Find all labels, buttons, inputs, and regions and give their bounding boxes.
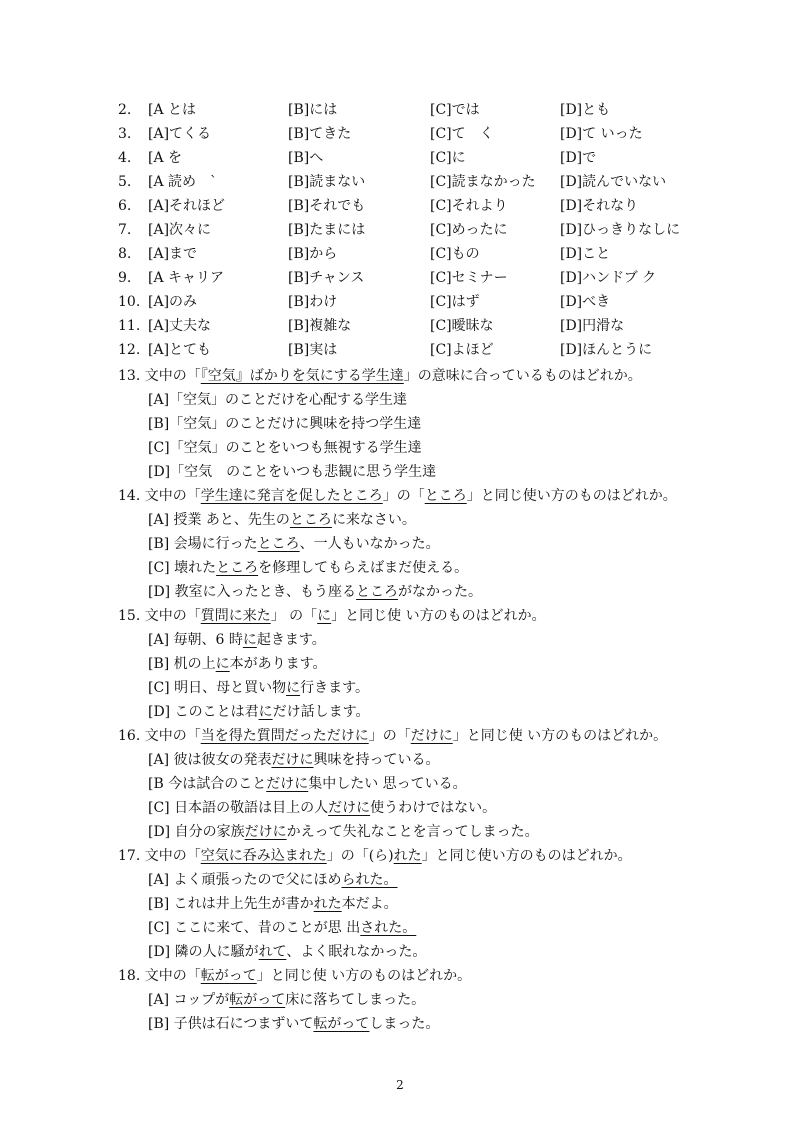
- q17-option-a: [148, 868, 397, 892]
- q17-suffix: 」と同じ使い方のものはどれか。: [421, 848, 632, 864]
- q17-option-d: [148, 940, 426, 964]
- option-text: 、よく眠れなかった。: [286, 944, 427, 960]
- choice-a: [A]次々に: [148, 222, 212, 238]
- q16-prefix: 16. 文中の「: [118, 728, 201, 744]
- option-underlined: 転がって: [313, 1016, 370, 1032]
- question-number: 2.: [118, 102, 132, 118]
- option-text: [C] 壊れた: [148, 560, 217, 576]
- q18-quote: 転がって: [200, 968, 257, 984]
- question-number: 5.: [118, 174, 132, 190]
- question-number: 7.: [118, 222, 132, 238]
- choice-b: [B]てきた: [288, 126, 352, 142]
- choice-d: [D]で: [560, 150, 597, 166]
- option-text: [B] 机の上: [148, 656, 216, 672]
- option-text: [D] 自分の家族: [148, 824, 245, 840]
- page-number: 2: [396, 1078, 404, 1092]
- option-text: 集中したい 思っている。: [308, 776, 467, 792]
- choice-a: [A とは: [148, 102, 197, 118]
- choice-b: [B]読まない: [288, 174, 366, 190]
- q14-quote: 学生達に発言を促したところ: [200, 488, 383, 504]
- choice-c: [C]読まなかった: [430, 174, 536, 190]
- option-underlined: だけに: [328, 800, 371, 816]
- q15-option-c: [148, 676, 369, 700]
- choice-b: [B]複雑な: [288, 318, 352, 334]
- q15-option-d: [148, 700, 370, 724]
- q15-option-b: [148, 652, 327, 676]
- q16-target: だけに: [410, 728, 453, 744]
- question-number: 12.: [118, 342, 141, 358]
- choice-c: [C]セミナー: [430, 270, 508, 286]
- choice-b: [B]実は: [288, 342, 338, 358]
- option-text: かえって失礼なことを言ってしまった。: [286, 824, 539, 840]
- q14-option-a: [148, 508, 416, 532]
- option-text: [D] 隣の人に騒が: [148, 944, 259, 960]
- choice-b: [B]チャンス: [288, 270, 365, 286]
- choice-b: [B]へ: [288, 150, 324, 166]
- choice-c: [C]に: [430, 150, 466, 166]
- option-text: [B 今は試合のこと: [148, 776, 267, 792]
- option-underlined: だけに: [266, 776, 309, 792]
- choice-c: [C]て く: [430, 126, 494, 142]
- q17-target: れた: [393, 848, 422, 864]
- choice-b: [B]それでも: [288, 198, 366, 214]
- question-number: 8.: [118, 246, 132, 262]
- choice-d: [D]て いった: [560, 126, 643, 142]
- option-underlined: に: [242, 632, 257, 648]
- q13-suffix: 」の意味に合っているものはどれか。: [403, 368, 642, 384]
- choice-d: [D]読んでいない: [560, 174, 667, 190]
- option-text: [D] このことは君: [148, 704, 259, 720]
- choice-a: [A]のみ: [148, 294, 198, 310]
- q14-option-c: [148, 556, 468, 580]
- option-underlined: だけに: [244, 824, 287, 840]
- question-number: 11.: [118, 318, 141, 334]
- q13-quote: 『空気』ばかりを気にする学生達: [200, 368, 404, 384]
- choice-c: [C]もの: [430, 246, 480, 262]
- option-underlined: れた: [313, 896, 342, 912]
- q17-mid: 」の「(ら): [326, 848, 394, 864]
- choice-d: [D]ひっきりなしに: [560, 222, 681, 238]
- choice-b: [B]には: [288, 102, 338, 118]
- choice-a: [A を: [148, 150, 183, 166]
- question-14: [118, 484, 677, 508]
- q14-suffix: 」と同じ使い方のものはどれか。: [466, 488, 677, 504]
- q16-option-d: [148, 820, 539, 844]
- choice-d: [D]ハンドブ ク: [560, 270, 657, 286]
- option-text: を修理してもらえばまだ使える。: [258, 560, 469, 576]
- choice-b: [B]わけ: [288, 294, 338, 310]
- choice-d: [D]とも: [560, 102, 611, 118]
- option-text: [A] よく頑張ったので父にほめ: [148, 872, 342, 888]
- q15-option-a: [148, 628, 326, 652]
- q18-option-a: [148, 988, 425, 1012]
- option-text: に来なさい。: [331, 512, 416, 528]
- option-text: 行きます。: [300, 680, 369, 696]
- option-text: [C] 明日、母と買い物: [148, 680, 287, 696]
- choice-a: [A キャリア: [148, 270, 225, 286]
- option-text: [A] コップが: [148, 992, 230, 1008]
- q15-prefix: 15. 文中の「: [118, 608, 201, 624]
- choice-a: [A]まで: [148, 246, 198, 262]
- q13-option-a: [A]「空気」のことだけを心配する学生達: [148, 392, 408, 408]
- option-underlined: られた。: [341, 872, 398, 888]
- option-text: [A] 毎朝、6 時: [148, 632, 243, 648]
- option-text: [D] 教室に入ったとき、もう座る: [148, 584, 357, 600]
- q13-option-c: [C]「空気」のことをいつも無視する学生達: [148, 440, 422, 456]
- q17-option-b: [148, 892, 398, 916]
- q16-option-c: [148, 796, 496, 820]
- q18-prefix: 18. 文中の「: [118, 968, 201, 984]
- choice-b: [B]から: [288, 246, 338, 262]
- choice-c: [C]めったに: [430, 222, 508, 238]
- choice-a: [A]とても: [148, 342, 212, 358]
- option-text: 使うわけではない。: [370, 800, 497, 816]
- q14-option-b: [148, 532, 440, 556]
- option-text: 床に落ちてしまった。: [285, 992, 426, 1008]
- q17-quote: 空気に呑み込まれた: [200, 848, 327, 864]
- q14-mid: 」の「: [382, 488, 425, 504]
- option-text: [A] 授業 あと、先生の: [148, 512, 290, 528]
- option-underlined: ところ: [356, 584, 399, 600]
- choice-c: [C]はず: [430, 294, 480, 310]
- question-number: 9.: [118, 270, 132, 286]
- option-text: 本があります。: [229, 656, 327, 672]
- option-text: だけ話します。: [272, 704, 370, 720]
- choice-c: [C]曖昧な: [430, 318, 494, 334]
- choice-c: [C]よほど: [430, 342, 494, 358]
- choice-d: [D]べき: [560, 294, 611, 310]
- question-17: [118, 844, 632, 868]
- choice-d: [D]ほんとうに: [560, 342, 653, 358]
- q13-option-b: [B]「空気」のことだけに興味を持つ学生達: [148, 416, 422, 432]
- question-number: 4.: [118, 150, 132, 166]
- option-text: [C] ここに来て、昔のことが思 出: [148, 920, 361, 936]
- option-text: [B] 会場に行った: [148, 536, 258, 552]
- q15-target: に: [317, 608, 332, 624]
- q15-mid: 」 の「: [270, 608, 318, 624]
- q16-suffix: 」と同じ使 い方のものはどれか。: [452, 728, 668, 744]
- q16-option-a: [148, 748, 439, 772]
- q16-option-b: [148, 772, 467, 796]
- q14-prefix: 14. 文中の「: [118, 488, 201, 504]
- option-text: がなかった。: [398, 584, 483, 600]
- question-number: 3.: [118, 126, 132, 142]
- option-text: [C] 日本語の敬語は目上の人: [148, 800, 329, 816]
- question-15: [118, 604, 546, 628]
- option-underlined: だけに: [271, 752, 314, 768]
- q15-quote: 質問に来た: [200, 608, 271, 624]
- option-underlined: に: [286, 680, 301, 696]
- option-underlined: に: [215, 656, 230, 672]
- option-underlined: された。: [360, 920, 417, 936]
- question-18: [118, 964, 471, 988]
- choice-c: [C]それより: [430, 198, 508, 214]
- choice-a: [A]それほど: [148, 198, 226, 214]
- choice-a: [A]てくる: [148, 126, 212, 142]
- question-number: 6.: [118, 198, 132, 214]
- question-13: [118, 364, 642, 388]
- question-16: [118, 724, 667, 748]
- option-text: [B] 子供は石につまずいて: [148, 1016, 314, 1032]
- q13-option-d: [D]「空気 のことをいつも悲観に思う学生達: [148, 464, 437, 480]
- option-underlined: ところ: [216, 560, 259, 576]
- option-underlined: 転がって: [229, 992, 286, 1008]
- q16-quote: 当を得た質問だっただけに: [200, 728, 369, 744]
- option-text: [B] これは井上先生が書か: [148, 896, 314, 912]
- option-text: 本だよ。: [341, 896, 398, 912]
- q16-mid: 」の「: [368, 728, 411, 744]
- option-underlined: ところ: [289, 512, 332, 528]
- option-text: [A] 彼は彼女の発表: [148, 752, 272, 768]
- option-text: 興味を持っている。: [313, 752, 440, 768]
- option-text: 、一人もいなかった。: [299, 536, 440, 552]
- choice-c: [C]では: [430, 102, 480, 118]
- q18-suffix: 」と同じ使 い方のものはどれか。: [256, 968, 472, 984]
- q14-option-d: [148, 580, 482, 604]
- option-underlined: ところ: [257, 536, 300, 552]
- choice-a: [A]丈夫な: [148, 318, 212, 334]
- option-text: 起きます。: [256, 632, 326, 648]
- q18-option-b: [148, 1012, 439, 1036]
- q15-suffix: 」と同じ使 い方のものはどれか。: [331, 608, 546, 624]
- q17-option-c: [148, 916, 416, 940]
- choice-d: [D]こと: [560, 246, 611, 262]
- q14-target: ところ: [424, 488, 467, 504]
- question-number: 10.: [118, 294, 141, 310]
- choice-d: [D]円滑な: [560, 318, 625, 334]
- choice-d: [D]それなり: [560, 198, 639, 214]
- choice-b: [B]たまには: [288, 222, 366, 238]
- option-underlined: に: [258, 704, 273, 720]
- q13-prefix: 13. 文中の「: [118, 368, 201, 384]
- option-text: しまった。: [369, 1016, 440, 1032]
- option-underlined: れて: [258, 944, 287, 960]
- q17-prefix: 17. 文中の「: [118, 848, 201, 864]
- choice-a: [A 読め `: [148, 174, 218, 190]
